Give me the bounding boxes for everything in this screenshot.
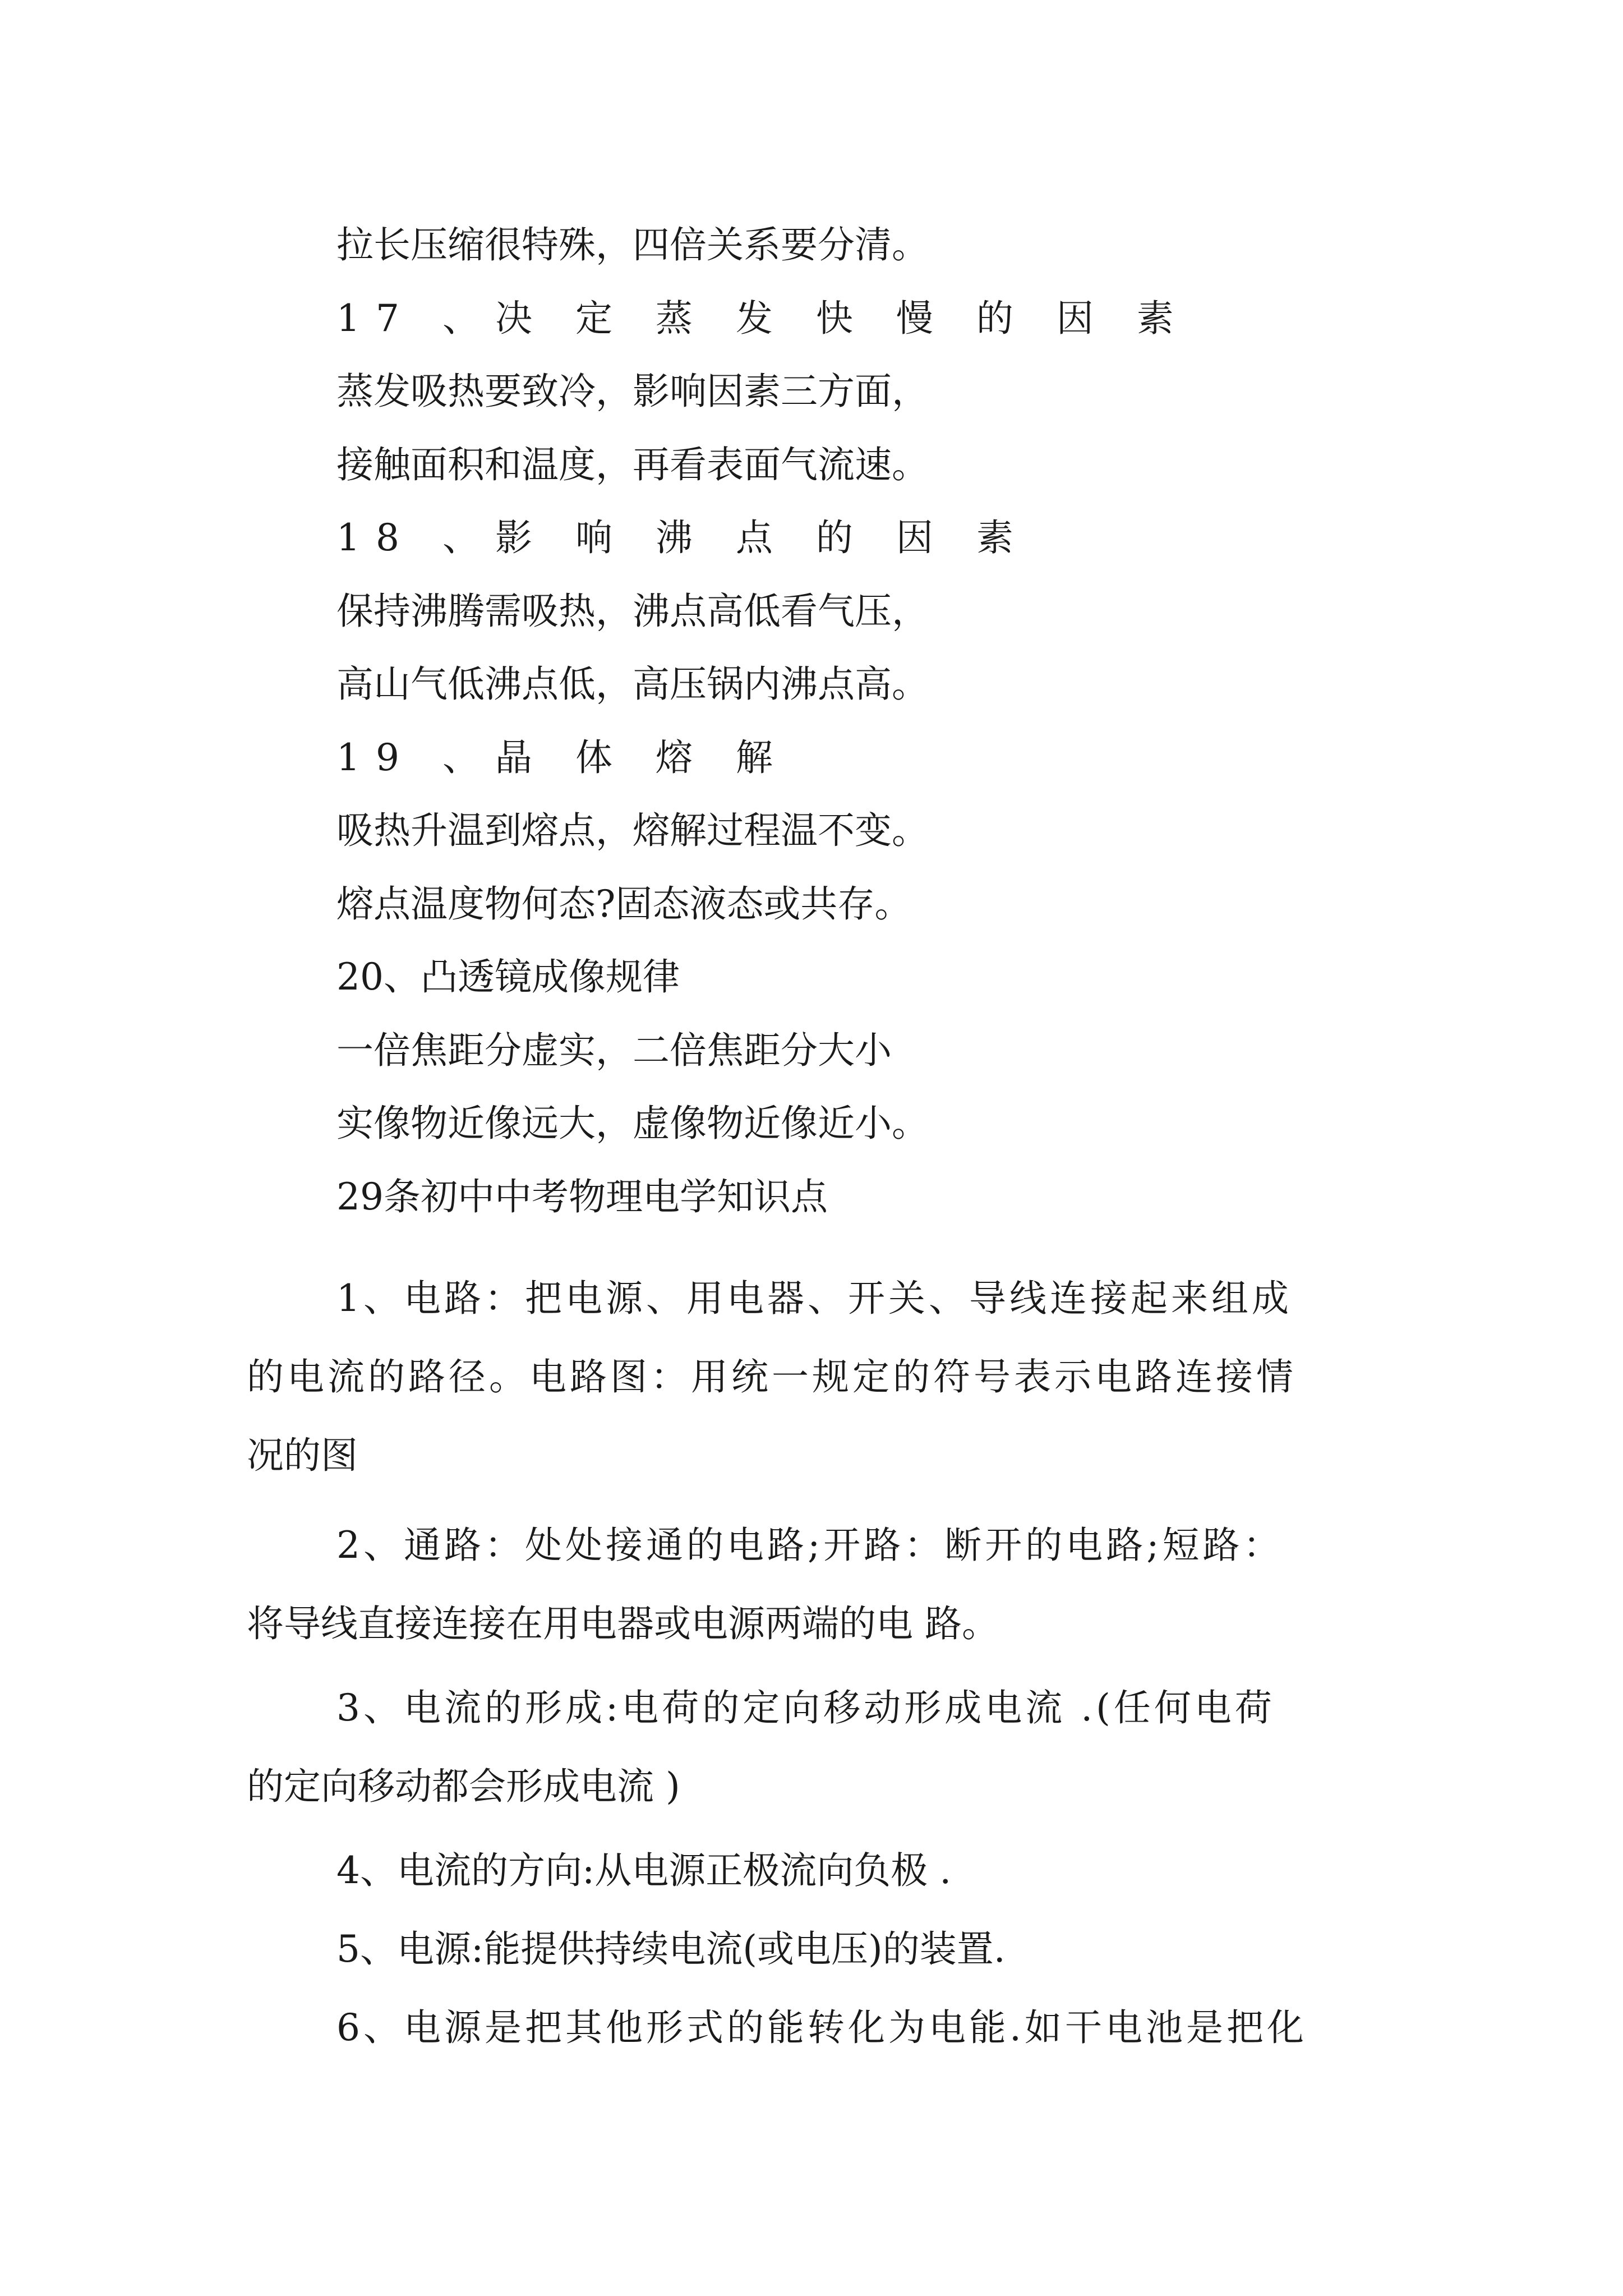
paragraph-line: 1、电路：把电源、用电器、开关、导线连接起来组成 xyxy=(336,1277,1292,1320)
paragraph-line: 的定向移动都会形成电流 ) xyxy=(247,1765,680,1808)
paragraph-line: 4、电流的方向:从电源正极流向负极 . xyxy=(336,1849,952,1892)
section-heading: 29条初中中考物理电学知识点 xyxy=(336,1175,828,1218)
paragraph-line: 况的图 xyxy=(247,1434,358,1477)
paragraph-line: 6、电源是把其他形式的能转化为电能.如干电池是把化 xyxy=(336,2006,1307,2049)
section-heading: 20、凸透镜成像规律 xyxy=(336,955,680,999)
paragraph-line: 2、通路：处处接通的电路;开路：断开的电路;短路： xyxy=(336,1524,1284,1567)
section-heading: 17 、决 定 蒸 发 快 慢 的 因 素 xyxy=(336,297,1189,340)
text-line: 一倍焦距分虚实，二倍焦距分大小 xyxy=(336,1029,892,1072)
text-line: 保持沸腾需吸热，沸点高低看气压， xyxy=(336,590,929,633)
text-line: 接触面积和温度，再看表面气流速。 xyxy=(336,443,929,486)
paragraph-line: 3、电流的形成:电荷的定向移动形成电流 .(任何电荷 xyxy=(336,1686,1275,1729)
text-line: 吸热升温到熔点，熔解过程温不变。 xyxy=(336,809,929,852)
text-line: 拉长压缩很特殊，四倍关系要分清。 xyxy=(336,223,929,266)
text-line: 实像物近像远大，虚像物近像近小。 xyxy=(336,1102,929,1145)
paragraph-line: 5、电源:能提供持续电流(或电压)的装置. xyxy=(336,1927,1006,1971)
paragraph-line: 将导线直接连接在用电器或电源两端的电 路。 xyxy=(247,1602,999,1645)
section-heading: 19 、晶 体 熔 解 xyxy=(336,736,789,779)
text-line: 蒸发吸热要致冷，影响因素三方面， xyxy=(336,370,929,413)
text-line: 熔点温度物何态?固态液态或共存。 xyxy=(336,882,912,926)
text-line: 高山气低沸点低，高压锅内沸点高。 xyxy=(336,662,929,706)
section-heading: 18 、影 响 沸 点 的 因 素 xyxy=(336,516,1029,559)
paragraph-line: 的电流的路径。电路图：用统一规定的符号表示电路连接情 xyxy=(247,1355,1297,1398)
